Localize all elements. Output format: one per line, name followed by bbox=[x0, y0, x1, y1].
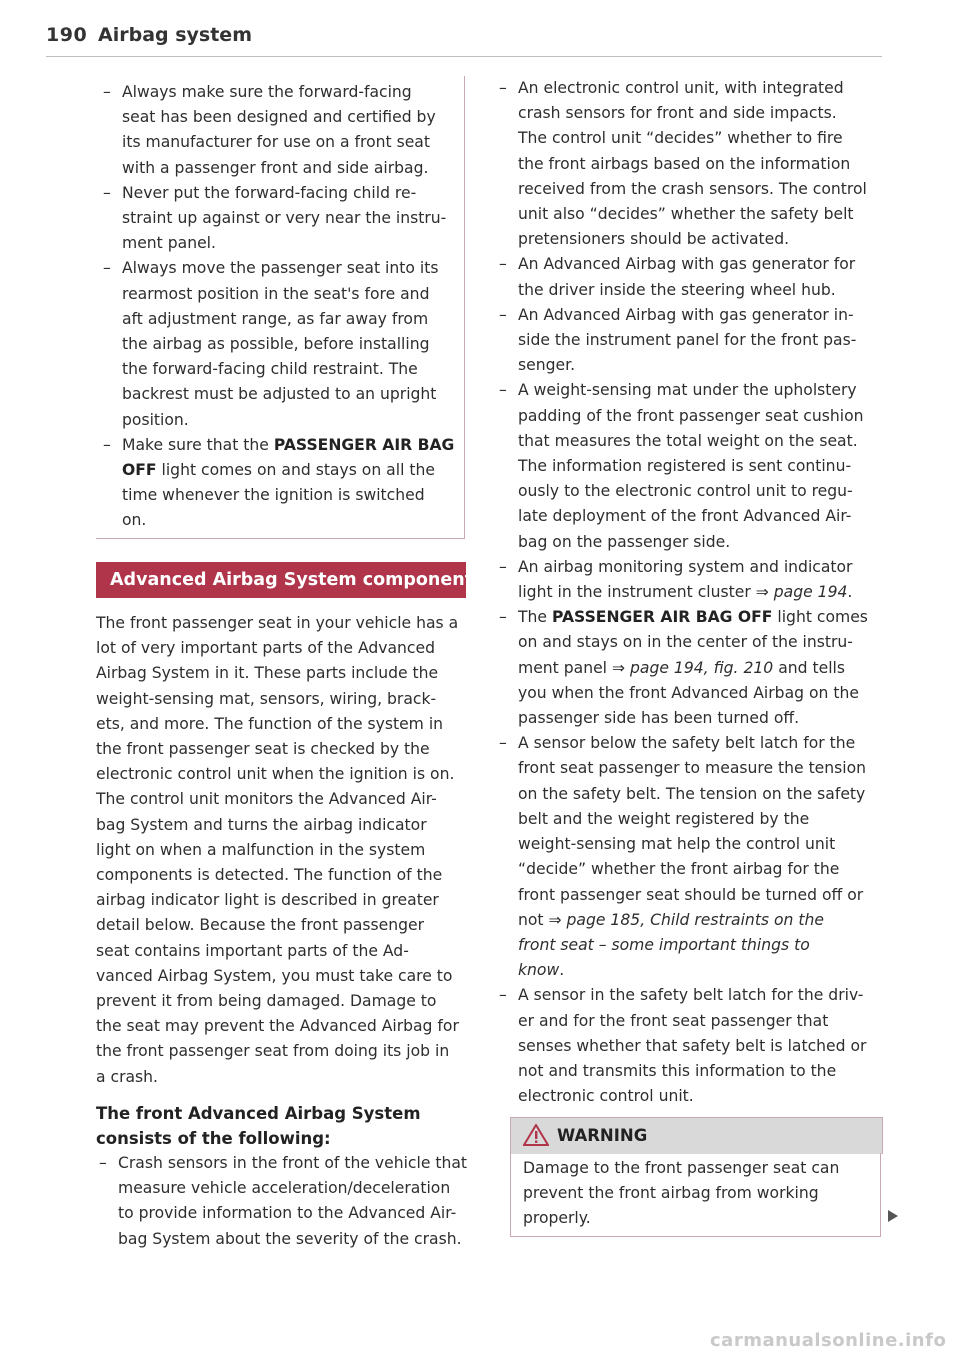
list-item: – An electronic control unit, with integrated crash sensors for front and side impacts. The control unit “decides” whether to fire the front airbags based on the information received from the crash sensors. The control unit also “decides” whether the safety belt pretensioners should be activated. bbox=[499, 79, 867, 249]
list-item: – An airbag monitoring system and indicator light in the instrument cluster ⇒ page 194. bbox=[499, 557, 853, 602]
components-list-left bbox=[96, 1151, 476, 1252]
list-item: – A sensor below the safety belt latch for the front seat passenger to measure the tension on the safety belt. The tension on the safety belt and the weight registered by the weight-sensing mat help the control unit “decide” whether the front airbag for the front passenger seat should be turned off or not ⇒ page 185, Child restraints on the front seat – some important things to know. bbox=[499, 734, 867, 980]
warning-label: WARNING bbox=[557, 1126, 648, 1145]
list-item: – A weight-sensing mat under the upholstery padding of the front passenger seat cushion that measures the total weight on the seat. The information registered is sent continu- ously to the electronic control unit to regu- late deployment of the front Advanced Air- bag on the passenger side. bbox=[499, 381, 864, 551]
page-reference-link[interactable]: ⇒ page 194 bbox=[755, 583, 848, 602]
warning-header bbox=[510, 1117, 883, 1154]
subheading: The front Advanced Airbag System consists of the following: bbox=[96, 1104, 421, 1148]
page-number: 190 bbox=[46, 24, 88, 46]
list-item: – Always make sure the forward-facing seat has been designed and certified by its manufacturer for use on a front seat with a passenger front and side airbag. bbox=[103, 83, 436, 177]
section-heading: Advanced Airbag System components bbox=[96, 562, 466, 598]
warning-list bbox=[100, 80, 460, 534]
page-reference-link[interactable]: ⇒ page 185, Child restraints on the bbox=[548, 910, 824, 929]
warning-triangle-icon bbox=[523, 1124, 549, 1150]
list-item: – The PASSENGER AIR BAG OFF light comes on and stays on in the center of the instru- ment panel ⇒ page 194, fig. 210 and tells you when the front Advanced Airbag on the passenger side has been turned off. bbox=[499, 608, 868, 728]
list-item: – Always move the passenger seat into its rearmost position in the seat's fore and aft adjustment range, as far away from the airbag as possible, before installing the forward-facing child restraint. The backrest must be adjusted to an upright position. bbox=[103, 259, 439, 429]
watermark: carmanualsonline.info bbox=[710, 1330, 947, 1351]
list-item: – A sensor in the safety belt latch for the driv- er and for the front seat passenger that senses whether that safety belt is latched or not and transmits this information to the electronic control unit. bbox=[499, 986, 867, 1106]
list-item: – Crash sensors in the front of the vehicle that measure vehicle acceleration/deceleration to provide information to the Advanced Air- bag System about the severity of the crash. bbox=[99, 1154, 468, 1248]
body-paragraph: The front passenger seat in your vehicle has a lot of very important parts of the Advanced Airbag System in it. These parts include the weight-sensing mat, sensors, wiring, brack- ets, and more. The function of the system in the front passenger seat is checked by the electronic control unit when the ignition is on. The control unit monitors the Advanced Air- bag System and turns the airbag indicator light on when a malfunction in the system components is detected. The function of the airbag indicator light is described in greater detail below. Because the front passenger seat contains important parts of the Ad- vanced Airbag System, you must take care to prevent it from being damaged. Damage to the seat may prevent the Advanced Airbag for the front passenger seat from doing its job in a crash. bbox=[96, 614, 459, 1086]
list-item: – Never put the forward-facing child re- straint up against or very near the instru- ment panel. bbox=[103, 183, 447, 253]
list-item: – Make sure that the PASSENGER AIR BAG OFF light comes on and stays on all the time whenever the ignition is switched on. bbox=[103, 435, 455, 530]
components-list-right bbox=[496, 76, 888, 1109]
continue-arrow-icon bbox=[888, 1210, 898, 1222]
page-header bbox=[46, 22, 882, 57]
section-title: Airbag system bbox=[98, 24, 252, 46]
page-reference-link[interactable]: ⇒ page 194, fig. 210 bbox=[611, 658, 774, 677]
list-item: – An Advanced Airbag with gas generator in- side the instrument panel for the front pas- senger. bbox=[499, 305, 857, 375]
warning-body: Damage to the front passenger seat can prevent the front airbag from working properly. bbox=[510, 1153, 881, 1237]
list-item: – An Advanced Airbag with gas generator for the driver inside the steering wheel hub. bbox=[499, 255, 856, 299]
